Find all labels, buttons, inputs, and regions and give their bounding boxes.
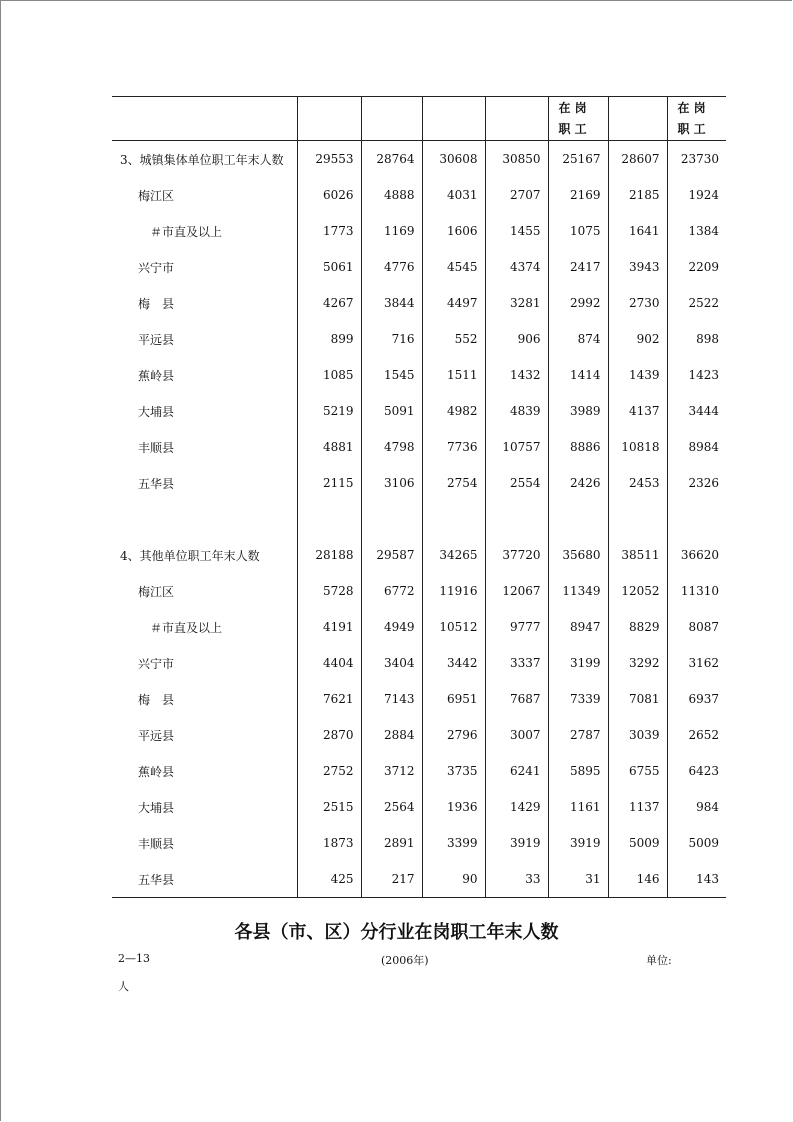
value-cell: 3919 [485, 825, 548, 861]
value-cell: 1936 [422, 789, 485, 825]
value-cell: 2707 [485, 177, 548, 213]
value-cell: 11916 [422, 573, 485, 609]
value-cell: 1429 [485, 789, 548, 825]
value-cell: 5091 [361, 393, 422, 429]
row-label: ＃市直及以上 [150, 620, 223, 635]
value-cell: 3399 [422, 825, 485, 861]
section-total-row [112, 141, 726, 178]
table-row [112, 789, 726, 825]
value-cell: 1606 [422, 213, 485, 249]
row-label: 梅江区 [138, 584, 175, 599]
value-cell: 898 [667, 321, 726, 357]
value-cell: 10757 [485, 429, 548, 465]
value-cell: 5895 [548, 753, 608, 789]
value-cell: 4545 [422, 249, 485, 285]
value-cell: 30850 [485, 141, 548, 178]
spacer-cell [297, 501, 361, 537]
table-row [112, 357, 726, 393]
table-row [112, 825, 726, 861]
value-cell: 1873 [297, 825, 361, 861]
table-row [112, 285, 726, 321]
row-label: 平远县 [138, 332, 175, 347]
value-cell: 4949 [361, 609, 422, 645]
value-cell: 6772 [361, 573, 422, 609]
table-row [112, 573, 726, 609]
value-cell: 1384 [667, 213, 726, 249]
value-cell: 10818 [608, 429, 667, 465]
header-cell-on-post [667, 97, 726, 141]
value-cell: 34265 [422, 537, 485, 573]
value-cell: 2992 [548, 285, 608, 321]
row-label: 蕉岭县 [138, 764, 175, 779]
header-text: 职 工 [558, 121, 587, 136]
value-cell: 4839 [485, 393, 548, 429]
value-cell: 4888 [361, 177, 422, 213]
value-cell: 2796 [422, 717, 485, 753]
value-cell: 2891 [361, 825, 422, 861]
value-cell: 2515 [297, 789, 361, 825]
value-cell: 37720 [485, 537, 548, 573]
value-cell: 4374 [485, 249, 548, 285]
value-cell: 6026 [297, 177, 361, 213]
value-cell: 1455 [485, 213, 548, 249]
table-row [112, 177, 726, 213]
header-text: 在 岗 [677, 100, 706, 115]
spacer-cell [422, 501, 485, 537]
row-label: 梅 县 [138, 692, 175, 707]
value-cell: 7736 [422, 429, 485, 465]
header-label-cell [112, 97, 297, 141]
value-cell: 874 [548, 321, 608, 357]
value-cell: 1423 [667, 357, 726, 393]
value-cell: 1085 [297, 357, 361, 393]
value-cell: 2453 [608, 465, 667, 501]
row-label: 平远县 [138, 728, 175, 743]
table-row [112, 717, 726, 753]
value-cell: 906 [485, 321, 548, 357]
value-cell: 1414 [548, 357, 608, 393]
value-cell: 36620 [667, 537, 726, 573]
value-cell: 35680 [548, 537, 608, 573]
value-cell: 1924 [667, 177, 726, 213]
table-row [112, 249, 726, 285]
value-cell: 3281 [485, 285, 548, 321]
value-cell: 2870 [297, 717, 361, 753]
value-cell: 25167 [548, 141, 608, 178]
value-cell: 3337 [485, 645, 548, 681]
value-cell: 4776 [361, 249, 422, 285]
table-row [112, 429, 726, 465]
spacer-cell [112, 501, 297, 537]
value-cell: 31 [548, 861, 608, 898]
value-cell: 984 [667, 789, 726, 825]
table-header-row [112, 97, 726, 141]
value-cell: 8829 [608, 609, 667, 645]
value-cell: 7143 [361, 681, 422, 717]
value-cell: 1545 [361, 357, 422, 393]
value-cell: 3844 [361, 285, 422, 321]
value-cell: 8947 [548, 609, 608, 645]
value-cell: 146 [608, 861, 667, 898]
value-cell: 4982 [422, 393, 485, 429]
table-row [112, 609, 726, 645]
value-cell: 2730 [608, 285, 667, 321]
value-cell: 3943 [608, 249, 667, 285]
row-label: 五华县 [138, 476, 175, 491]
header-text: 职 工 [677, 121, 706, 136]
spacer-cell [361, 501, 422, 537]
value-cell: 28764 [361, 141, 422, 178]
value-cell: 90 [422, 861, 485, 898]
value-cell: 1439 [608, 357, 667, 393]
value-cell: 7621 [297, 681, 361, 717]
row-label: 五华县 [112, 861, 297, 898]
value-cell: 902 [608, 321, 667, 357]
value-cell: 38511 [608, 537, 667, 573]
value-cell: 1169 [361, 213, 422, 249]
value-cell: 3292 [608, 645, 667, 681]
value-cell: 6937 [667, 681, 726, 717]
value-cell: 2209 [667, 249, 726, 285]
value-cell: 29553 [297, 141, 361, 178]
spacer-row [112, 501, 726, 537]
value-cell: 11310 [667, 573, 726, 609]
value-cell: 12067 [485, 573, 548, 609]
value-cell: 2417 [548, 249, 608, 285]
value-cell: 1137 [608, 789, 667, 825]
value-cell: 3162 [667, 645, 726, 681]
value-cell: 3007 [485, 717, 548, 753]
unit-label: 单位: [646, 954, 672, 967]
value-cell: 8984 [667, 429, 726, 465]
table-row [112, 393, 726, 429]
value-cell: 7687 [485, 681, 548, 717]
value-cell: 3039 [608, 717, 667, 753]
value-cell: 28188 [297, 537, 361, 573]
value-cell: 3919 [548, 825, 608, 861]
value-cell: 4267 [297, 285, 361, 321]
value-cell: 29587 [361, 537, 422, 573]
value-cell: 11349 [548, 573, 608, 609]
value-cell: 3989 [548, 393, 608, 429]
spacer-cell [485, 501, 548, 537]
value-cell: 3106 [361, 465, 422, 501]
value-cell: 10512 [422, 609, 485, 645]
value-cell: 5009 [667, 825, 726, 861]
value-cell: 1773 [297, 213, 361, 249]
row-label: 蕉岭县 [138, 368, 175, 383]
value-cell: 8886 [548, 429, 608, 465]
value-cell: 552 [422, 321, 485, 357]
value-cell: 6241 [485, 753, 548, 789]
value-cell: 2884 [361, 717, 422, 753]
next-table-title: 各县（市、区）分行业在岗职工年末人数 [234, 922, 559, 943]
value-cell: 217 [361, 861, 422, 898]
employment-table [112, 96, 726, 898]
value-cell: 7081 [608, 681, 667, 717]
row-label: ＃市直及以上 [150, 224, 223, 239]
row-label: 4、其他单位职工年末人数 [120, 548, 260, 563]
row-label: 梅江区 [138, 188, 175, 203]
value-cell: 4031 [422, 177, 485, 213]
value-cell: 3199 [548, 645, 608, 681]
table-row [112, 753, 726, 789]
row-label: 3、城镇集体单位职工年末人数 [120, 152, 284, 167]
value-cell: 425 [297, 861, 361, 898]
header-text: 在 岗 [558, 100, 587, 115]
value-cell: 3442 [422, 645, 485, 681]
value-cell: 3712 [361, 753, 422, 789]
value-cell: 6951 [422, 681, 485, 717]
header-cell [297, 97, 361, 141]
row-label: 大埔县 [138, 404, 175, 419]
table-row [112, 321, 726, 357]
value-cell: 4404 [297, 645, 361, 681]
row-label: 兴宁市 [138, 656, 175, 671]
value-cell: 8087 [667, 609, 726, 645]
table-row [112, 681, 726, 717]
value-cell: 9777 [485, 609, 548, 645]
value-cell: 5061 [297, 249, 361, 285]
value-cell: 2326 [667, 465, 726, 501]
value-cell: 28607 [608, 141, 667, 178]
table-year: (2006年) [381, 954, 429, 967]
value-cell: 1075 [548, 213, 608, 249]
spacer-cell [608, 501, 667, 537]
row-label: 大埔县 [138, 800, 175, 815]
row-label: 丰顺县 [138, 440, 175, 455]
header-cell [485, 97, 548, 141]
value-cell: 716 [361, 321, 422, 357]
value-cell: 4497 [422, 285, 485, 321]
value-cell: 4798 [361, 429, 422, 465]
value-cell: 2185 [608, 177, 667, 213]
value-cell: 2564 [361, 789, 422, 825]
value-cell: 30608 [422, 141, 485, 178]
value-cell: 4881 [297, 429, 361, 465]
value-cell: 4137 [608, 393, 667, 429]
table-number: 2—13 [118, 952, 150, 965]
section-total-row [112, 537, 726, 573]
value-cell: 3404 [361, 645, 422, 681]
value-cell: 1641 [608, 213, 667, 249]
header-cell [608, 97, 667, 141]
header-cell [422, 97, 485, 141]
row-label: 梅 县 [138, 296, 175, 311]
spacer-cell [548, 501, 608, 537]
value-cell: 5728 [297, 573, 361, 609]
spacer-cell [667, 501, 726, 537]
value-cell: 143 [667, 861, 726, 898]
table-row [112, 465, 726, 501]
value-cell: 7339 [548, 681, 608, 717]
header-cell [361, 97, 422, 141]
value-cell: 2522 [667, 285, 726, 321]
value-cell: 899 [297, 321, 361, 357]
table-row [112, 213, 726, 249]
header-cell-on-post [548, 97, 608, 141]
value-cell: 33 [485, 861, 548, 898]
value-cell: 6423 [667, 753, 726, 789]
value-cell: 2426 [548, 465, 608, 501]
value-cell: 5219 [297, 393, 361, 429]
value-cell: 1511 [422, 357, 485, 393]
value-cell: 5009 [608, 825, 667, 861]
value-cell: 1432 [485, 357, 548, 393]
value-cell: 2752 [297, 753, 361, 789]
table-row [112, 645, 726, 681]
row-label: 丰顺县 [138, 836, 175, 851]
table-row [112, 861, 726, 898]
unit-value: 人 [118, 980, 129, 993]
value-cell: 1161 [548, 789, 608, 825]
value-cell: 2554 [485, 465, 548, 501]
value-cell: 4191 [297, 609, 361, 645]
value-cell: 3735 [422, 753, 485, 789]
row-label: 兴宁市 [138, 260, 175, 275]
value-cell: 3444 [667, 393, 726, 429]
value-cell: 2787 [548, 717, 608, 753]
value-cell: 2169 [548, 177, 608, 213]
value-cell: 2652 [667, 717, 726, 753]
value-cell: 12052 [608, 573, 667, 609]
value-cell: 2115 [297, 465, 361, 501]
value-cell: 6755 [608, 753, 667, 789]
value-cell: 2754 [422, 465, 485, 501]
value-cell: 23730 [667, 141, 726, 178]
